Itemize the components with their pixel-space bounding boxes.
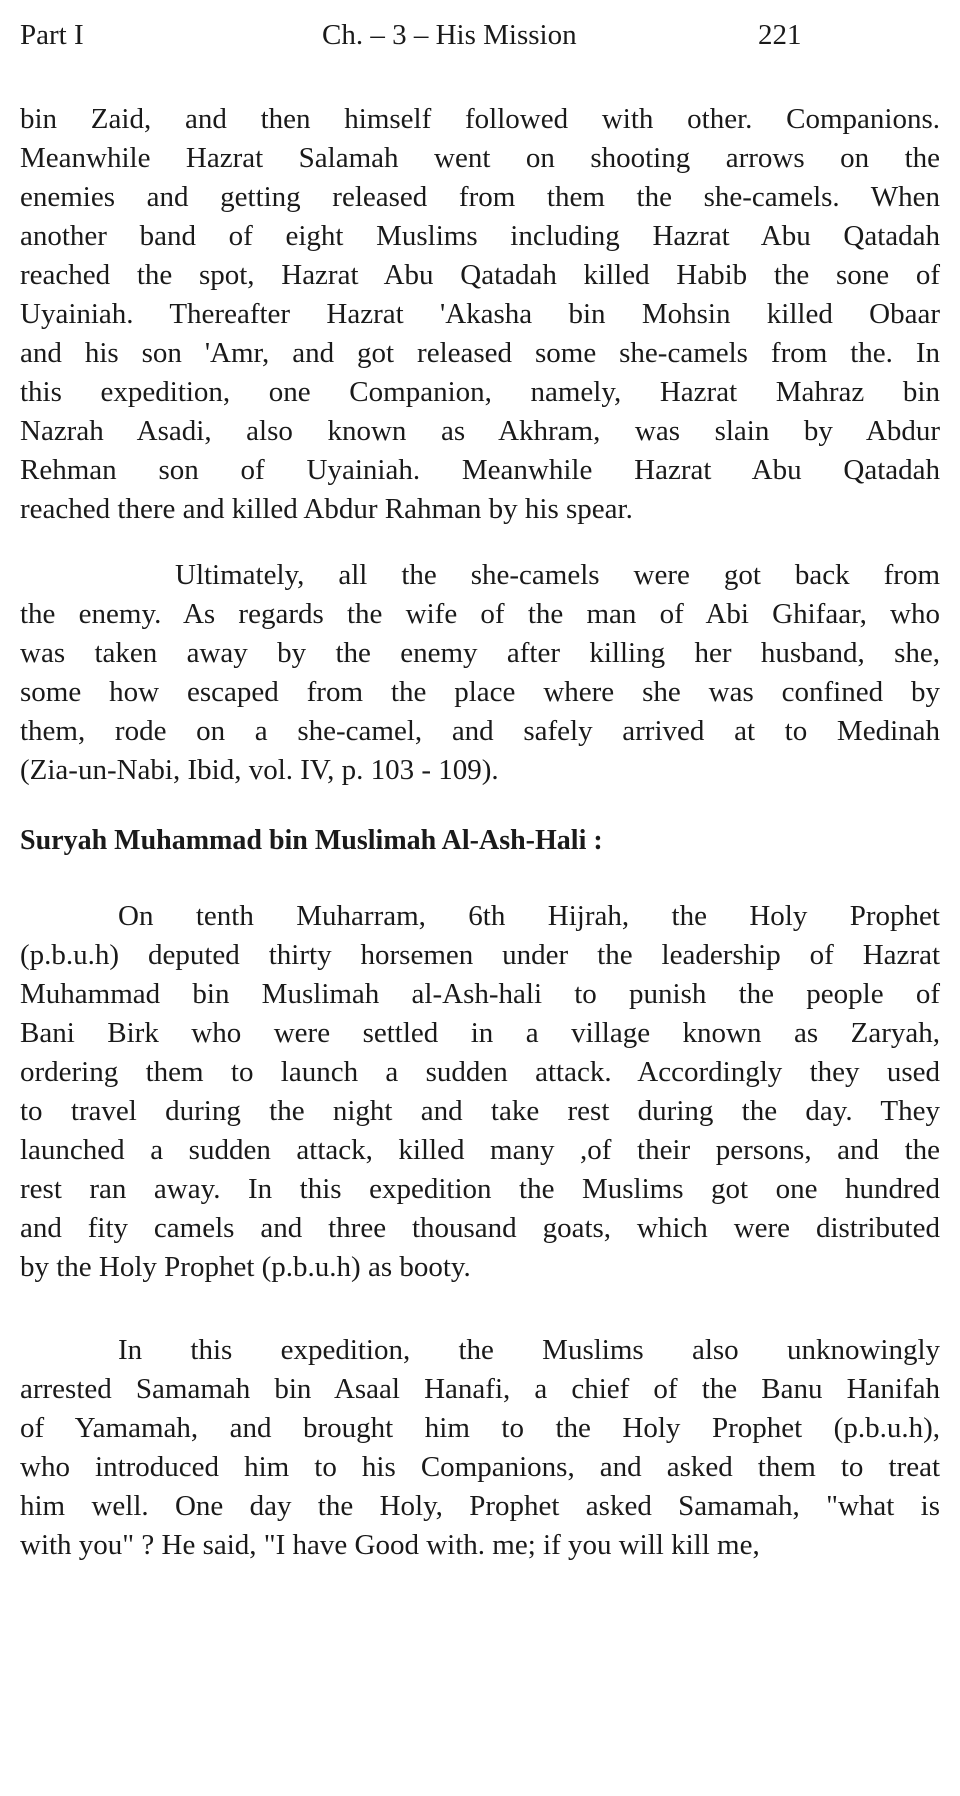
text-line: them, rode on a she-camel, and safely arrived at to Medinah: [20, 715, 940, 747]
text-line: this expedition, one Companion, namely, Hazrat Mahraz bin: [20, 376, 940, 408]
header-part: Part I: [20, 19, 84, 51]
paragraph-3: [20, 897, 940, 1287]
text-line: On tenth Muharram, 6th Hijrah, the Holy Prophet: [118, 900, 940, 932]
text-line: was taken away by the enemy after killing her husband, she,: [20, 637, 940, 669]
text-line: launched a sudden attack, killed many ,of their persons, and the: [20, 1134, 940, 1166]
text-line: and his son 'Amr, and got released some she-camels from the. In: [20, 337, 940, 369]
text-line: Uyainiah. Thereafter Hazrat 'Akasha bin Mohsin killed Obaar: [20, 298, 940, 330]
paragraph-2: [20, 556, 940, 790]
text-line: with you" ? He said, "I have Good with. me; if you will kill me,: [20, 1529, 760, 1561]
text-line: Ultimately, all the she-camels were got back from: [175, 559, 940, 591]
text-line: to travel during the night and take rest during the day. They: [20, 1095, 940, 1127]
text-line: the enemy. As regards the wife of the man of Abi Ghifaar, who: [20, 598, 940, 630]
section-heading: Suryah Muhammad bin Muslimah Al-Ash-Hali :: [20, 825, 603, 856]
text-line: another band of eight Muslims including Hazrat Abu Qatadah: [20, 220, 940, 252]
page-number: 221: [758, 19, 802, 51]
text-line: Rehman son of Uyainiah. Meanwhile Hazrat Abu Qatadah: [20, 454, 940, 486]
text-line: (p.b.u.h) deputed thirty horsemen under the leadership of Hazrat: [20, 939, 940, 971]
text-line: Muhammad bin Muslimah al-Ash-hali to punish the people of: [20, 978, 940, 1010]
text-line: by the Holy Prophet (p.b.u.h) as booty.: [20, 1251, 471, 1283]
text-line: bin Zaid, and then himself followed with other. Companions.: [20, 103, 940, 135]
text-line: Meanwhile Hazrat Salamah went on shooting arrows on the: [20, 142, 940, 174]
text-line: and fity camels and three thousand goats, which were distributed: [20, 1212, 940, 1244]
text-line: of Yamamah, and brought him to the Holy Prophet (p.b.u.h),: [20, 1412, 940, 1444]
text-line: arrested Samamah bin Asaal Hanafi, a chief of the Banu Hanifah: [20, 1373, 940, 1405]
header-chapter-title: Ch. – 3 – His Mission: [322, 19, 577, 51]
text-line: ordering them to launch a sudden attack. Accordingly they used: [20, 1056, 940, 1088]
text-line: (Zia-un-Nabi, Ibid, vol. IV, p. 103 - 109).: [20, 754, 499, 786]
text-line: some how escaped from the place where she was confined by: [20, 676, 940, 708]
paragraph-4: [20, 1331, 940, 1565]
text-line: enemies and getting released from them the she-camels. When: [20, 181, 940, 213]
paragraph-1: [20, 100, 940, 529]
text-line: Nazrah Asadi, also known as Akhram, was slain by Abdur: [20, 415, 940, 447]
text-line: him well. One day the Holy, Prophet asked Samamah, "what is: [20, 1490, 940, 1522]
text-line: rest ran away. In this expedition the Muslims got one hundred: [20, 1173, 940, 1205]
text-line: reached there and killed Abdur Rahman by his spear.: [20, 493, 633, 525]
text-line: who introduced him to his Companions, and asked them to treat: [20, 1451, 940, 1483]
text-line: Bani Birk who were settled in a village known as Zaryah,: [20, 1017, 940, 1049]
text-line: reached the spot, Hazrat Abu Qatadah killed Habib the sone of: [20, 259, 940, 291]
text-line: In this expedition, the Muslims also unknowingly: [118, 1334, 940, 1366]
